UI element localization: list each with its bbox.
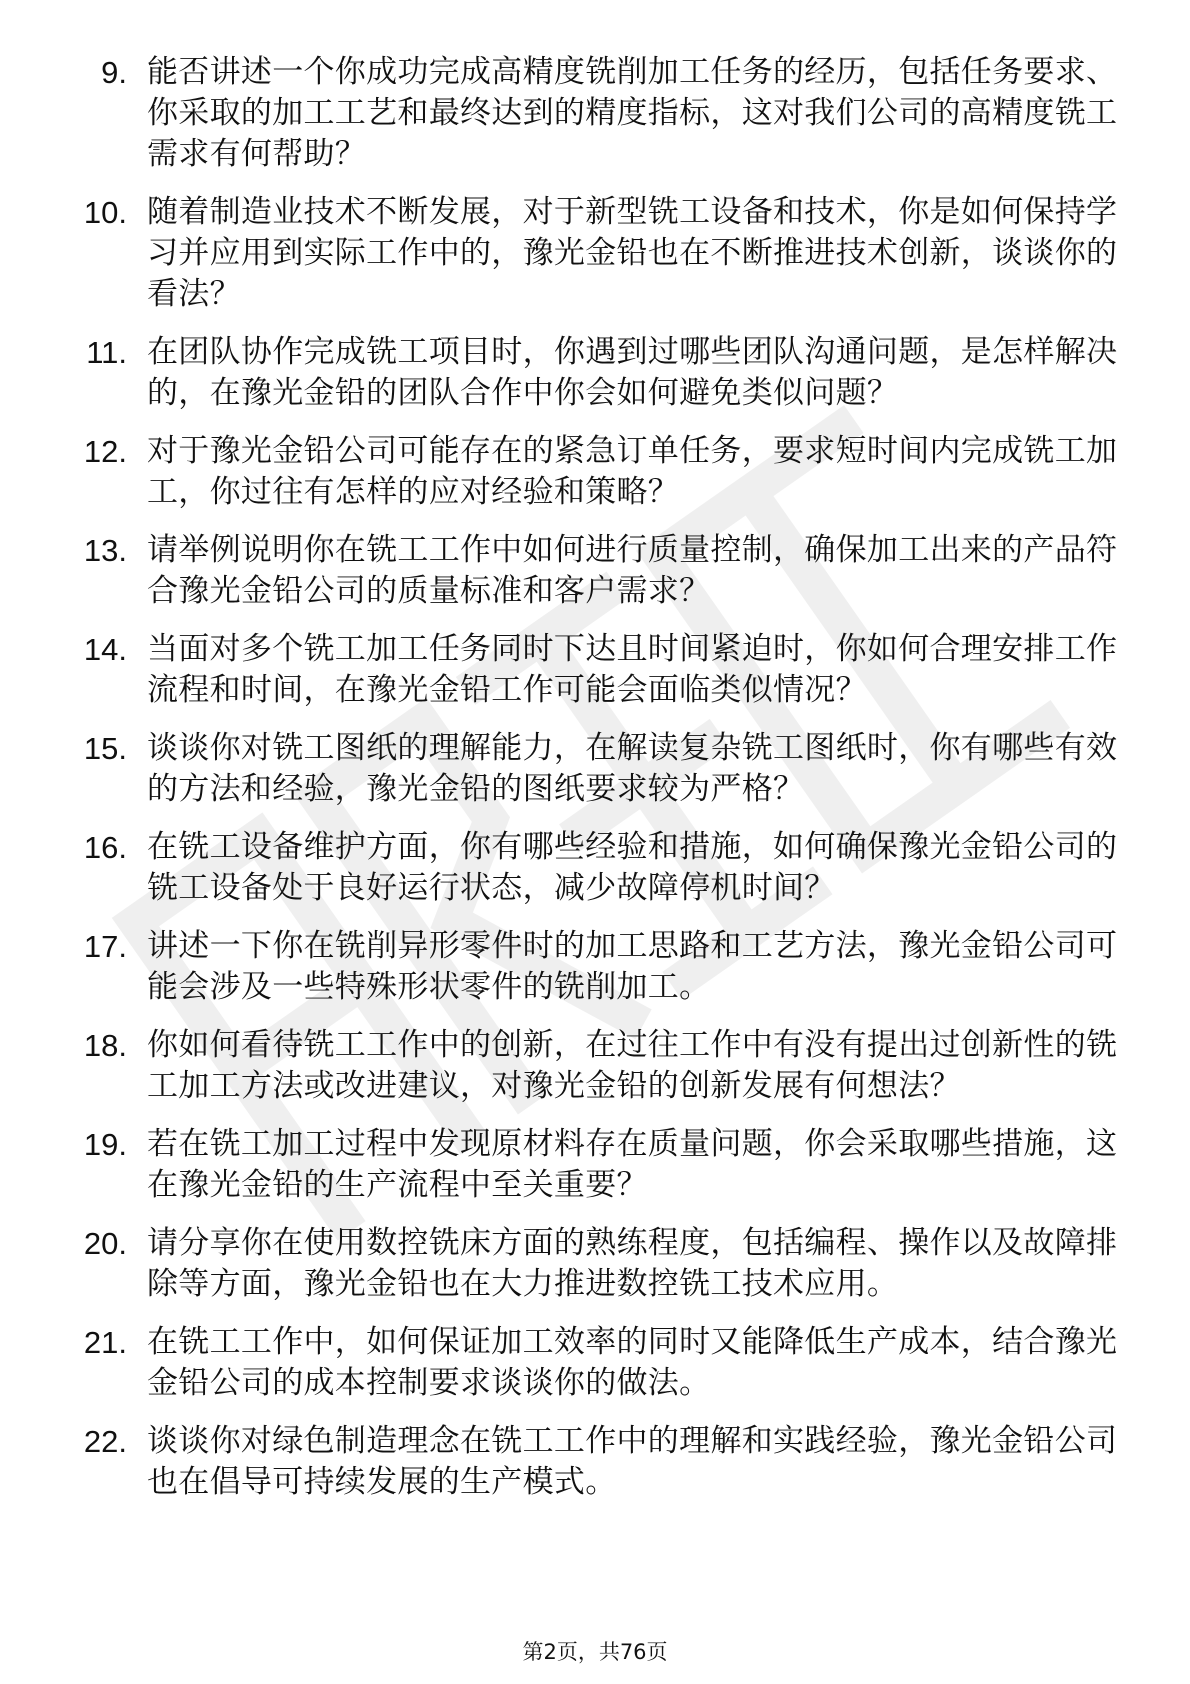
question-text: 当面对多个铣工加工任务同时下达且时间紧迫时，你如何合理安排工作流程和时间，在豫光金铅工作可能会面临类似情况？	[147, 631, 1118, 708]
question-text: 能否讲述一个你成功完成高精度铣削加工任务的经历，包括任务要求、你采取的加工工艺和最终达到的精度指标，这对我们公司的高精度铣工需求有何帮助？	[147, 54, 1118, 172]
question-number: 11.	[86, 335, 127, 370]
question-list	[55, 52, 1135, 1520]
question-number: 15.	[83, 731, 127, 766]
question-number: 19.	[83, 1127, 127, 1162]
question-text: 在铣工设备维护方面，你有哪些经验和措施，如何确保豫光金铅公司的铣工设备处于良好运行状态，减少故障停机时间？	[147, 829, 1118, 906]
question-number: 18.	[83, 1028, 127, 1063]
question-item	[55, 52, 1135, 175]
question-text: 随着制造业技术不断发展，对于新型铣工设备和技术，你是如何保持学习并应用到实际工作中的，豫光金铅也在不断推进技术创新，谈谈你的看法？	[147, 194, 1118, 312]
question-item	[55, 728, 1135, 810]
question-number: 13.	[83, 533, 127, 568]
question-text: 谈谈你对铣工图纸的理解能力，在解读复杂铣工图纸时，你有哪些有效的方法和经验，豫光金铅的图纸要求较为严格？	[147, 730, 1118, 807]
question-item	[55, 1223, 1135, 1305]
question-item	[55, 1025, 1135, 1107]
question-number: 20.	[83, 1226, 127, 1261]
question-text: 在铣工工作中，如何保证加工效率的同时又能降低生产成本，结合豫光金铅公司的成本控制要求谈谈你的做法。	[147, 1324, 1118, 1401]
question-item	[55, 827, 1135, 909]
question-item	[55, 629, 1135, 711]
question-text: 讲述一下你在铣削异形零件时的加工思路和工艺方法，豫光金铅公司可能会涉及一些特殊形状零件的铣削加工。	[147, 928, 1118, 1005]
question-item	[55, 431, 1135, 513]
question-text: 请分享你在使用数控铣床方面的熟练程度，包括编程、操作以及故障排除等方面，豫光金铅也在大力推进数控铣工技术应用。	[147, 1225, 1118, 1302]
question-number: 21.	[83, 1325, 127, 1360]
question-text: 在团队协作完成铣工项目时，你遇到过哪些团队沟通问题，是怎样解决的，在豫光金铅的团队合作中你会如何避免类似问题？	[147, 334, 1118, 411]
question-number: 10.	[83, 195, 127, 230]
question-number: 14.	[83, 632, 127, 667]
question-text: 请举例说明你在铣工工作中如何进行质量控制，确保加工出来的产品符合豫光金铅公司的质量标准和客户需求？	[147, 532, 1118, 609]
page-footer: 第2页，共76页	[522, 1640, 668, 1664]
question-item	[55, 332, 1135, 414]
question-item	[55, 192, 1135, 315]
question-text: 你如何看待铣工工作中的创新，在过往工作中有没有提出过创新性的铣工加工方法或改进建议，对豫光金铅的创新发展有何想法？	[147, 1027, 1118, 1104]
question-text: 若在铣工加工过程中发现原材料存在质量问题，你会采取哪些措施，这在豫光金铅的生产流程中至关重要？	[147, 1126, 1118, 1203]
question-item	[55, 530, 1135, 612]
question-text: 对于豫光金铅公司可能存在的紧急订单任务，要求短时间内完成铣工加工，你过往有怎样的应对经验和策略？	[147, 433, 1118, 510]
question-item	[55, 1124, 1135, 1206]
question-text: 谈谈你对绿色制造理念在铣工工作中的理解和实践经验，豫光金铅公司也在倡导可持续发展的生产模式。	[147, 1423, 1118, 1500]
question-item	[55, 1421, 1135, 1503]
question-item	[55, 1322, 1135, 1404]
question-number: 9.	[101, 55, 127, 90]
question-number: 12.	[83, 434, 127, 469]
question-number: 17.	[83, 929, 127, 964]
question-number: 16.	[83, 830, 127, 865]
question-item	[55, 926, 1135, 1008]
question-number: 22.	[83, 1424, 127, 1459]
